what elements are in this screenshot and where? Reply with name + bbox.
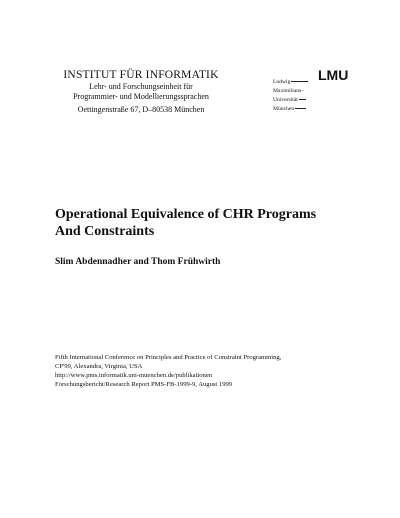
paper-authors: Slim Abdennadher and Thom Frühwirth xyxy=(55,257,221,267)
logo-rule xyxy=(299,99,306,100)
publication-info xyxy=(55,353,375,389)
logo-rule xyxy=(295,108,306,109)
institute-header xyxy=(36,68,246,115)
institute-unit-line-1: Lehr- und Forschungseinheit für xyxy=(89,82,193,91)
logo-line-ludwig-text: Ludwig xyxy=(273,79,291,85)
institute-unit-line-2: Programmier- und Modellierungssprachen xyxy=(73,92,209,101)
logo-line-universitaet xyxy=(273,97,306,104)
logo-line-maximilians xyxy=(273,88,304,95)
logo-line-muenchen-text: München xyxy=(273,106,295,112)
institute-name: INSTITUT FÜR INFORMATIK xyxy=(63,69,219,81)
logo-line-ludwig xyxy=(273,79,308,86)
institute-address: Oettingenstraße 67, D–80538 München xyxy=(77,105,205,114)
university-logo xyxy=(273,68,373,118)
paper-title xyxy=(55,206,375,240)
logo-line-maximilians-text: Maximilians– xyxy=(273,88,305,94)
publication-conference: Fifth International Conference on Principles and Practice of Constraint Programming, xyxy=(55,354,282,361)
paper-title-line-1: Operational Equivalence of CHR Programs xyxy=(55,207,317,222)
logo-line-muenchen xyxy=(273,106,306,113)
publication-url: http://www.pms.informatik.uni-muenchen.de/publikationen xyxy=(55,372,213,380)
publication-report: Forschungsbericht/Research Report PMS-FB-1999-9, August 1999 xyxy=(55,381,233,389)
paper-title-line-2: And Constraints xyxy=(55,224,155,239)
logo-rule xyxy=(291,81,308,82)
lmu-logo-mark: LMU xyxy=(318,67,349,83)
publication-venue: CP'99, Alexandra, Virginia, USA xyxy=(55,363,143,371)
logo-line-universitaet-text: Universität xyxy=(273,97,298,103)
